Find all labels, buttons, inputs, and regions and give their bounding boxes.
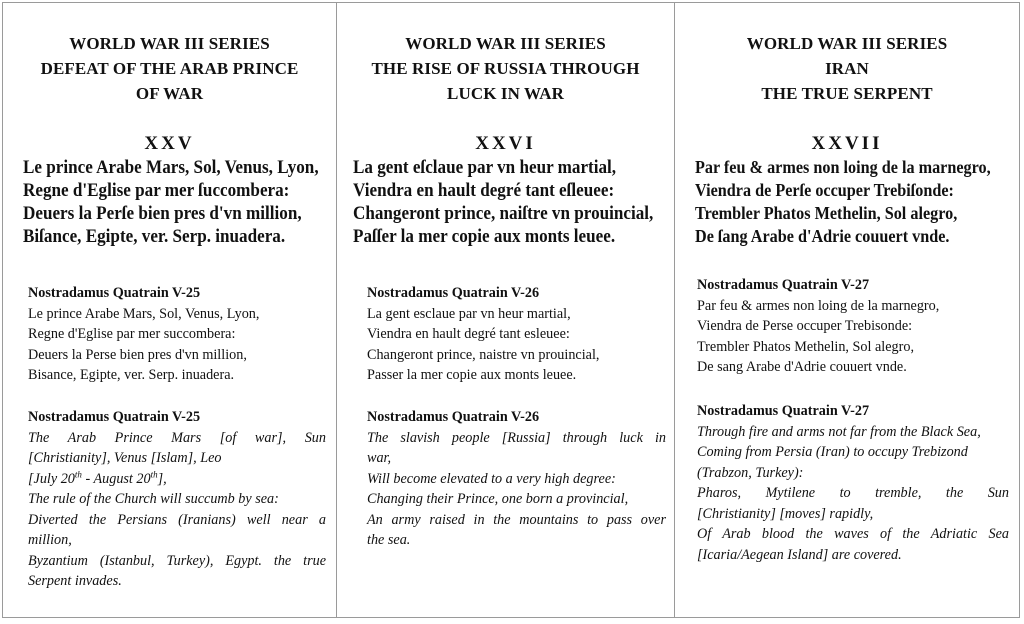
translation-heading: Nostradamus Quatrain V-27 — [697, 403, 870, 419]
title-line: WORLD WAR III SERIES — [746, 34, 948, 53]
quatrain-line: Deuers la Perse bien pres d'vn million, — [28, 346, 247, 363]
french-quatrain — [28, 283, 328, 386]
translation-line: Through fire and arms not far from the Black Sea, — [697, 423, 981, 440]
column-title — [3, 31, 336, 106]
old-line: Paſſer la mer copie aux monts leuee. — [353, 226, 616, 247]
quatrain-line: De sang Arabe d'Adrie couuert vnde. — [697, 359, 907, 375]
quatrain-heading: Nostradamus Quatrain V-26 — [367, 285, 540, 301]
translation-heading: Nostradamus Quatrain V-25 — [28, 409, 201, 425]
translation-line: million, — [28, 532, 72, 548]
quatrain-line: Changeront prince, naistre vn prouincial, — [367, 346, 600, 363]
english-translation — [28, 407, 326, 592]
column-quatrain-26 — [337, 3, 675, 617]
old-line: La gent eſclaue par vn heur martial, — [353, 157, 617, 178]
english-translation — [697, 401, 1009, 565]
translation-line: Will become elevated to a very high degree: — [367, 470, 616, 487]
translation-line: war, — [367, 450, 392, 466]
quatrain-line: Passer la mer copie aux monts leuee. — [367, 367, 577, 383]
original-print-text — [23, 156, 327, 248]
old-line: Le prince Arabe Mars, Sol, Venus, Lyon, — [23, 157, 319, 178]
quatrain-line: Viendra de Perse occuper Trebisonde: — [697, 318, 913, 334]
title-line: WORLD WAR III SERIES — [405, 34, 606, 53]
title-line: OF WAR — [135, 84, 204, 103]
title-line: DEFEAT OF THE ARAB PRINCE — [40, 59, 299, 78]
quatrain-heading: Nostradamus Quatrain V-27 — [697, 277, 870, 293]
translation-line: the sea. — [367, 532, 411, 548]
old-line: Viendra de Perſe occuper Trebiſonde: — [695, 180, 954, 200]
title-line: WORLD WAR III SERIES — [69, 34, 270, 53]
quatrain-line: Par feu & armes non loing de la marnegro, — [697, 297, 940, 314]
french-quatrain — [697, 275, 1011, 378]
translation-line: Changing their Prince, one born a provincial, — [367, 491, 629, 507]
old-line: Biſance, Egipte, ver. Serp. inuadera. — [23, 226, 286, 247]
quatrain-line: Viendra en hault degré tant esleuee: — [367, 326, 570, 342]
original-print-text — [353, 156, 657, 248]
title-line: IRAN — [825, 59, 869, 78]
translation-line: Pharos, Mytilene to tremble, the Sun — [697, 485, 1009, 501]
translation-line: [Icaria/Aegean Island] are covered. — [697, 546, 902, 563]
quatrain-line: Le prince Arabe Mars, Sol, Venus, Lyon, — [28, 305, 260, 322]
translation-line: The slavish people [Russia] through luck in — [367, 429, 666, 446]
translation-line: An army raised in the mountains to pass over — [367, 511, 666, 528]
translation-line: [Christianity] [moves] rapidly, — [697, 505, 874, 522]
old-line: Trembler Phatos Methelin, Sol alegro, — [695, 203, 958, 223]
translation-line: The rule of the Church will succumb by sea: — [28, 491, 279, 507]
old-line: De ſang Arabe d'Adrie couuert vnde. — [695, 226, 950, 246]
date-suffix: th — [74, 468, 82, 479]
translation-line: Of Arab blood the waves of the Adriatic Sea — [697, 526, 1009, 542]
date-suffix: th — [150, 468, 158, 479]
date-part: [July 20 — [28, 470, 75, 487]
column-title — [675, 31, 1019, 106]
french-quatrain — [367, 283, 666, 386]
translation-line: (Trabzon, Turkey): — [697, 464, 804, 481]
original-print-text — [695, 156, 999, 248]
translation-line: Serpent invades. — [28, 573, 122, 589]
quatrain-line: Bisance, Egipte, ver. Serp. inuadera. — [28, 367, 235, 383]
old-line: Regne d'Eglise par mer ſuccombera: — [23, 180, 290, 201]
translation-line: [Christianity], Venus [Islam], Leo — [28, 450, 222, 466]
quatrain-line: Trembler Phatos Methelin, Sol alegro, — [697, 338, 914, 355]
title-line: THE RISE OF RUSSIA THROUGH — [371, 59, 640, 78]
translation-date-line — [28, 469, 326, 490]
column-title — [337, 31, 674, 106]
quatrain-line: Regne d'Eglise par mer succombera: — [28, 326, 236, 342]
date-part: ], — [157, 470, 167, 487]
roman-numeral: XXVI — [475, 133, 536, 154]
title-line: LUCK IN WAR — [447, 84, 564, 103]
old-line: Changeront prince, naiſtre vn prouincial, — [353, 203, 654, 224]
english-translation — [367, 407, 666, 551]
old-line: Deuers la Perſe bien pres d'vn million, — [23, 203, 302, 224]
roman-numeral: XXVII — [811, 133, 883, 154]
column-quatrain-27 — [675, 3, 1019, 617]
old-line: Par feu & armes non loing de la marnegro, — [695, 157, 991, 177]
old-line: Viendra en hault degré tant eſleuee: — [353, 180, 615, 201]
translation-heading: Nostradamus Quatrain V-26 — [367, 409, 540, 425]
quatrain-heading: Nostradamus Quatrain V-25 — [28, 285, 201, 301]
column-quatrain-25 — [3, 3, 337, 617]
roman-numeral: XXV — [144, 133, 195, 154]
date-part: - August 20 — [81, 470, 151, 487]
title-line: THE TRUE SERPENT — [761, 84, 933, 103]
quatrain-line: La gent esclaue par vn heur martial, — [367, 305, 571, 322]
translation-line: Coming from Persia (Iran) to occupy Trebizond — [697, 444, 968, 460]
translation-line: The Arab Prince Mars [of war], Sun — [28, 429, 326, 446]
translation-line: Byzantium (Istanbul, Turkey), Egypt. the true — [28, 552, 326, 569]
three-column-table — [2, 2, 1020, 618]
translation-line: Diverted the Persians (Iranians) well near a — [28, 511, 326, 528]
